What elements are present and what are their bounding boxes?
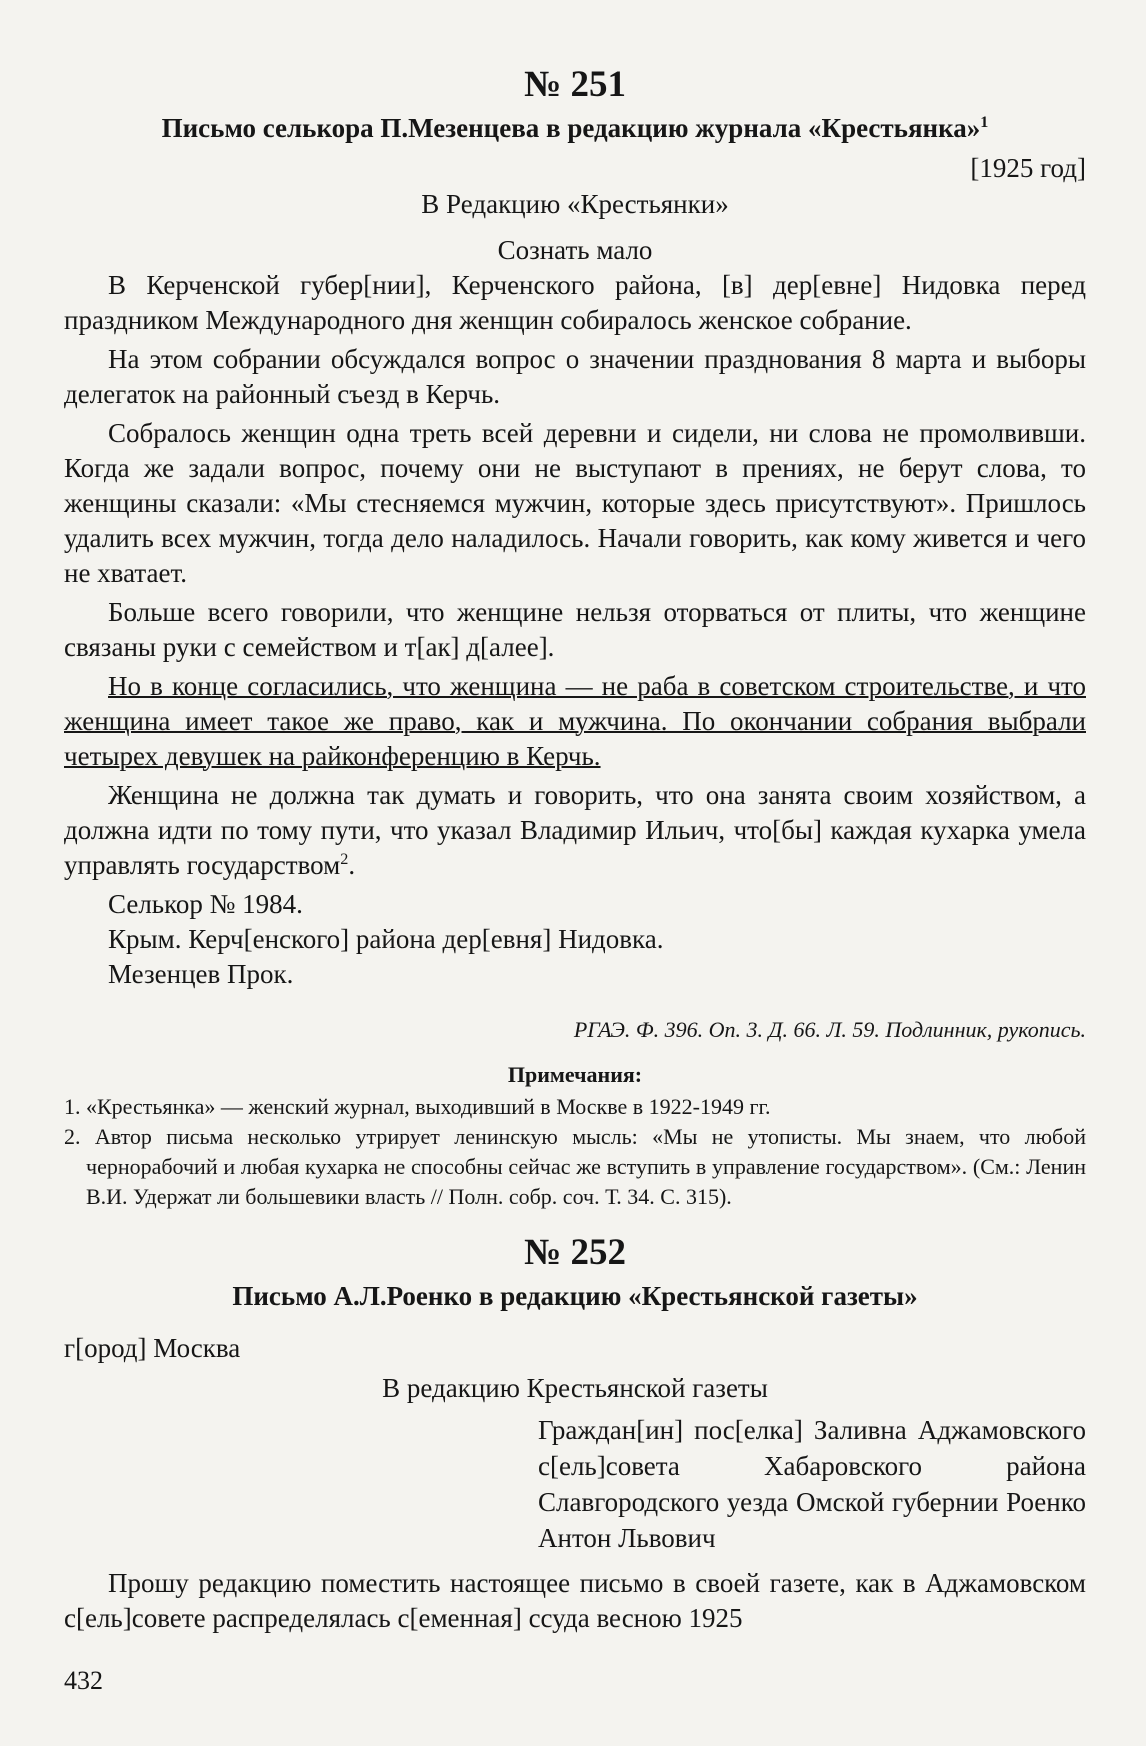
paragraph: Больше всего говорили, что женщине нельзя оторваться от плиты, что женщине связаны руки с семейством и т[ак] д[алее].: [64, 597, 1086, 662]
paragraph: На этом собрании обсуждался вопрос о значении празднования 8 марта и выборы делегаток на районный съезд в Керчь.: [64, 344, 1086, 409]
underlined-paragraph: Но в конце согласились, что женщина — не раба в советском строительстве, и что женщина имеет такое же право, как и мужчина. По окончании собрания выбрали четырех девушек на райконференцию в Керчь.: [64, 671, 1086, 771]
paragraph: Собралось женщин одна треть всей деревни и сидели, ни слова не промолвивши. Когда же задали вопрос, почему они не выступают в прениях, не берут слова, то женщины сказали: «Мы стесняемся мужчин, которые здесь присутствуют». Пришлось удалить всех мужчин, тогда дело наладилось. Начали говорить, как кому живется и чего не хватает.: [64, 418, 1086, 588]
sender-block: Граждан[ин] пос[елка] Заливна Аджамовского с[ель]совета Хабаровского района Славгородского уезда Омской губернии Роенко Антон Львович: [538, 1415, 1086, 1553]
place-line: г[ород] Москва: [64, 1333, 241, 1363]
footnote-ref: 2: [340, 850, 349, 868]
addressee: В Редакцию «Крестьянки»: [421, 189, 729, 219]
notes-title: Примечания:: [507, 1062, 643, 1087]
letter-heading: Сознать мало: [497, 235, 653, 265]
document-date: [1925 год]: [970, 153, 1086, 183]
document-number: № 252: [524, 1232, 626, 1273]
paragraph: Женщина не должна так думать и говорить, что она занята своим хозяйством, а должна идти по тому пути, что указал Владимир Ильич, что[бы] каждая кухарка умела управлять государством$^2$.: [64, 780, 1086, 880]
paragraph: В Керченской губер[нии], Керченского района, [в] дер[евне] Нидовка перед праздником Международного дня женщин собиралось женское собрание.: [64, 270, 1086, 335]
paragraph: Прошу редакцию поместить настоящее письмо в своей газете, как в Аджамовском с[ель]совете распределялась с[еменная] ссуда весною 1925: [64, 1568, 1086, 1633]
document-number: № 251: [524, 64, 626, 105]
page-content: [64, 64, 1086, 1640]
note-item: 1. «Крестьянка» — женский журнал, выходивший в Москве в 1922-1949 гг.: [64, 1094, 771, 1119]
addressee: В редакцию Крестьянской газеты: [382, 1373, 768, 1403]
note-item: 2. Автор письма несколько утрирует ленинскую мысль: «Мы не утописты. Мы знаем, что любой чернорабочий и любая кухарка не способны сейчас же вступить в управление государством». (См.: Ленин В.И. Удержат ли большевики власть // Полн. собр. соч. Т. 34. С. 315).: [64, 1124, 1086, 1209]
title-text: Письмо селькора П.Мезенцева в редакцию журнала «Крестьянка»: [161, 113, 981, 143]
document-title: [64, 110, 1086, 146]
signature-line: Мезенцев Прок.: [108, 959, 294, 989]
document-title: Письмо А.Л.Роенко в редакцию «Крестьянской газеты»: [232, 1281, 918, 1311]
page-number: 432: [64, 1666, 103, 1695]
signature-line: Крым. Керч[енского] района дер[евня] Нидовка.: [108, 924, 664, 954]
paragraph-text: Женщина не должна так думать и говорить, что она занята своим хозяйством, а должна идти по тому пути, что указал Владимир Ильич, что[бы] каждая кухарка умела управлять государством: [64, 780, 1086, 880]
signature-line: Селькор № 1984.: [108, 889, 303, 919]
archive-source: РГАЭ. Ф. 396. Оп. 3. Д. 66. Л. 59. Подлинник, рукопись.: [573, 1017, 1086, 1042]
footnote-ref: 1: [980, 113, 989, 131]
